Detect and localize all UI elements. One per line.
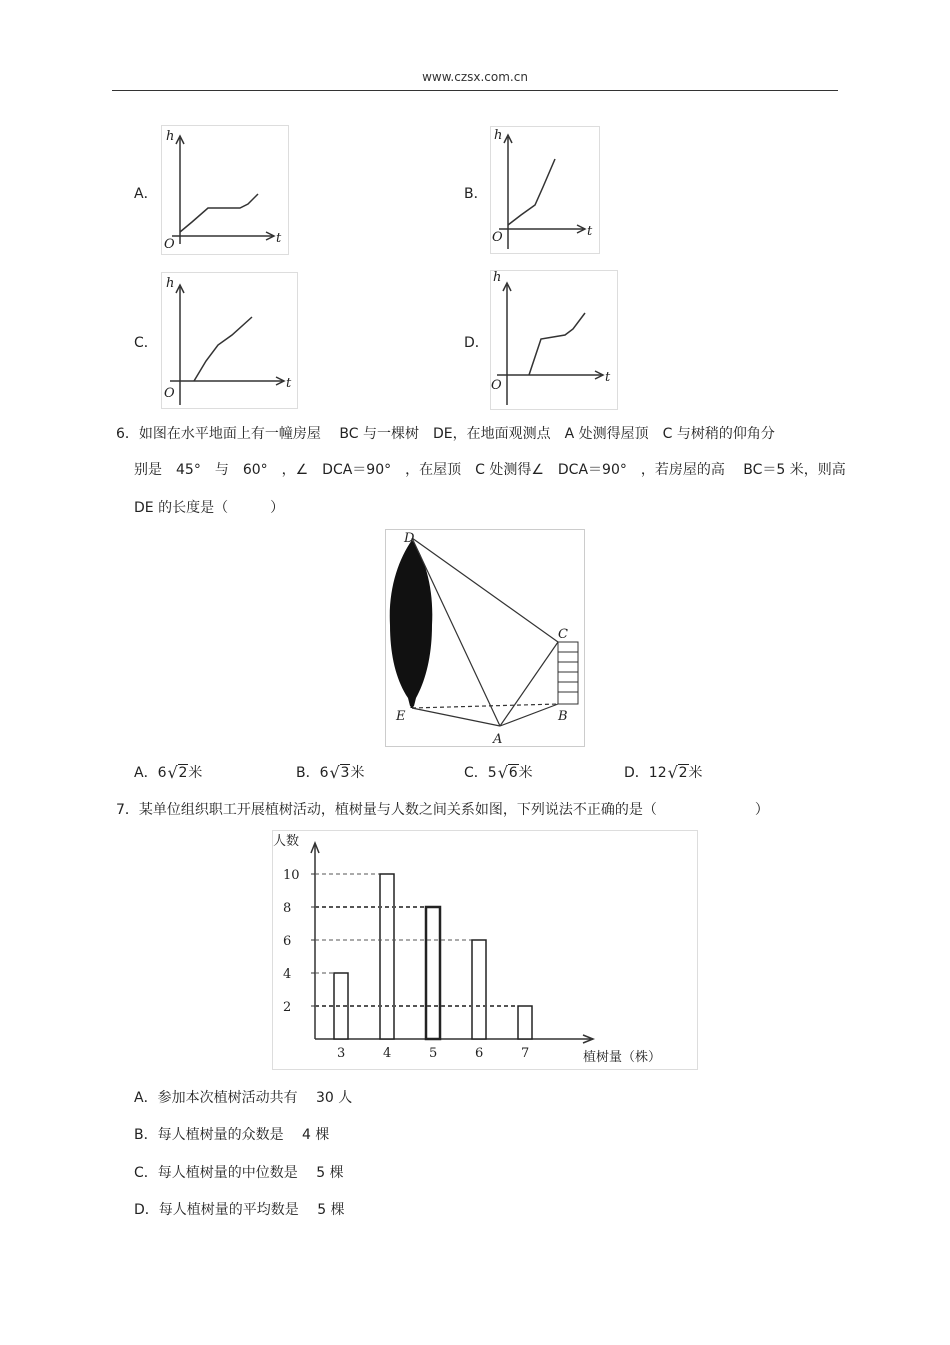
graph-a-xlabel: t — [276, 231, 282, 246]
q7-option-c-text: 每人植树量的中位数是 5 棵 — [157, 1165, 344, 1181]
q7-option-d[interactable] — [134, 1199, 345, 1219]
y-tick-label: 2 — [283, 1000, 292, 1015]
q7-bar-chart — [272, 830, 698, 1070]
bar-5 — [426, 907, 440, 1039]
q5-option-c-label: C． — [134, 335, 158, 351]
q7-option-c[interactable] — [134, 1162, 344, 1182]
q6-choice-a-coef: 6 — [157, 765, 167, 781]
q6-choice-b-rad: 3 — [340, 765, 350, 781]
q5-option-b-label: B． — [464, 186, 488, 202]
q7-option-d-label: D． — [134, 1202, 159, 1218]
q7-option-d-text: 每人植树量的平均数是 5 棵 — [158, 1202, 345, 1218]
graph-d-ylabel: h — [493, 271, 502, 285]
point-d-label: D — [404, 531, 415, 546]
q5-graph-a — [161, 125, 289, 255]
q6-choice-d-unit: 米 — [688, 765, 703, 781]
q6-stem-line-3: DE 的长度是（ ） — [134, 500, 285, 516]
point-c-label: C — [558, 627, 568, 642]
y-tick-label: 8 — [283, 901, 292, 916]
graph-d-xlabel: t — [605, 370, 611, 385]
q6-geometry-figure — [385, 529, 585, 747]
point-a-label: A — [493, 732, 503, 746]
q6-choice-d-rad: 2 — [678, 765, 688, 781]
bar-6 — [472, 940, 486, 1039]
graph-b-origin: O — [492, 230, 503, 245]
q7-option-b-text: 每人植树量的众数是 4 棵 — [157, 1127, 330, 1143]
y-tick-label: 10 — [283, 868, 300, 883]
q6-choice-a-label: A． — [134, 765, 158, 781]
q6-choice-d-label: D． — [624, 765, 649, 781]
q7-stem: 7．某单位组织职工开展植树活动，植树量与人数之间关系如图，下列说法不正确的是（ ） — [116, 802, 769, 818]
point-b-label: B — [558, 709, 568, 724]
bar-4 — [380, 874, 394, 1039]
q5-option-a-label: A． — [134, 186, 158, 202]
x-tick-label: 6 — [475, 1046, 484, 1061]
q5-graph-c — [161, 272, 298, 409]
graph-b-xlabel: t — [587, 224, 593, 239]
q6-choice-c-unit: 米 — [518, 765, 533, 781]
q6-choice-d[interactable] — [624, 762, 703, 782]
q6-choice-d-coef: 12 — [648, 765, 667, 781]
graph-c-ylabel: h — [166, 276, 175, 291]
y-axis-label: 人数 — [273, 834, 300, 849]
house-shape — [558, 642, 578, 704]
q6-choice-b[interactable] — [296, 762, 364, 782]
sqrt-symbol: √ 6 — [497, 763, 518, 782]
q7-option-b-label: B． — [134, 1127, 158, 1143]
q6-choice-a-unit: 米 — [188, 765, 203, 781]
graph-a-ylabel: h — [166, 129, 175, 144]
q7-option-a[interactable] — [134, 1087, 352, 1107]
header-rule — [112, 90, 838, 91]
q6-choice-c-rad: 6 — [508, 765, 518, 781]
x-axis-label: 植树量（株） — [583, 1050, 662, 1065]
q7-option-a-label: A． — [134, 1090, 158, 1106]
q7-option-c-label: C． — [134, 1165, 158, 1181]
page-header-site: www.czsx.com.cn — [422, 70, 528, 84]
q6-choice-b-unit: 米 — [350, 765, 365, 781]
q6-choice-c-label: C． — [464, 765, 488, 781]
q6-choice-c-coef: 5 — [487, 765, 497, 781]
graph-a-origin: O — [164, 237, 175, 252]
y-tick-label: 4 — [283, 967, 292, 982]
q6-choice-b-label: B． — [296, 765, 320, 781]
x-tick-label: 5 — [429, 1046, 438, 1061]
sqrt-symbol: √ 2 — [167, 763, 188, 782]
graph-c-origin: O — [164, 386, 175, 401]
sqrt-symbol: √ 2 — [667, 763, 688, 782]
q5-graph-d — [490, 270, 618, 410]
x-tick-label: 4 — [383, 1046, 392, 1061]
q5-option-d-label: D． — [464, 335, 489, 351]
sqrt-symbol: √ 3 — [329, 763, 350, 782]
point-e-label: E — [396, 709, 406, 724]
q6-choice-a[interactable] — [134, 762, 202, 782]
q6-choice-b-coef: 6 — [319, 765, 329, 781]
q6-choice-c[interactable] — [464, 762, 533, 782]
q5-graph-b — [490, 126, 600, 254]
q7-option-b[interactable] — [134, 1124, 329, 1144]
bar-7 — [518, 1006, 532, 1039]
graph-c-xlabel: t — [286, 376, 292, 391]
q6-choice-a-rad: 2 — [178, 765, 188, 781]
graph-b-ylabel: h — [494, 128, 503, 143]
q6-stem-line-2: 别是 45° 与 60° ，∠ DCA＝90° ，在屋顶 C 处测得∠ DCA＝90° ，若房屋的高 BC＝5 米，则高 — [134, 462, 846, 478]
y-tick-label: 6 — [283, 934, 292, 949]
x-tick-label: 7 — [521, 1046, 530, 1061]
tree-shape — [390, 540, 433, 706]
q7-option-a-text: 参加本次植树活动共有 30 人 — [157, 1090, 353, 1106]
x-tick-label: 3 — [337, 1046, 346, 1061]
q6-stem-line-1: 6．如图在水平地面上有一幢房屋 BC 与一棵树 DE，在地面观测点 A 处测得屋顶 C 与树稍的仰角分 — [116, 426, 775, 442]
graph-d-origin: O — [491, 378, 502, 393]
